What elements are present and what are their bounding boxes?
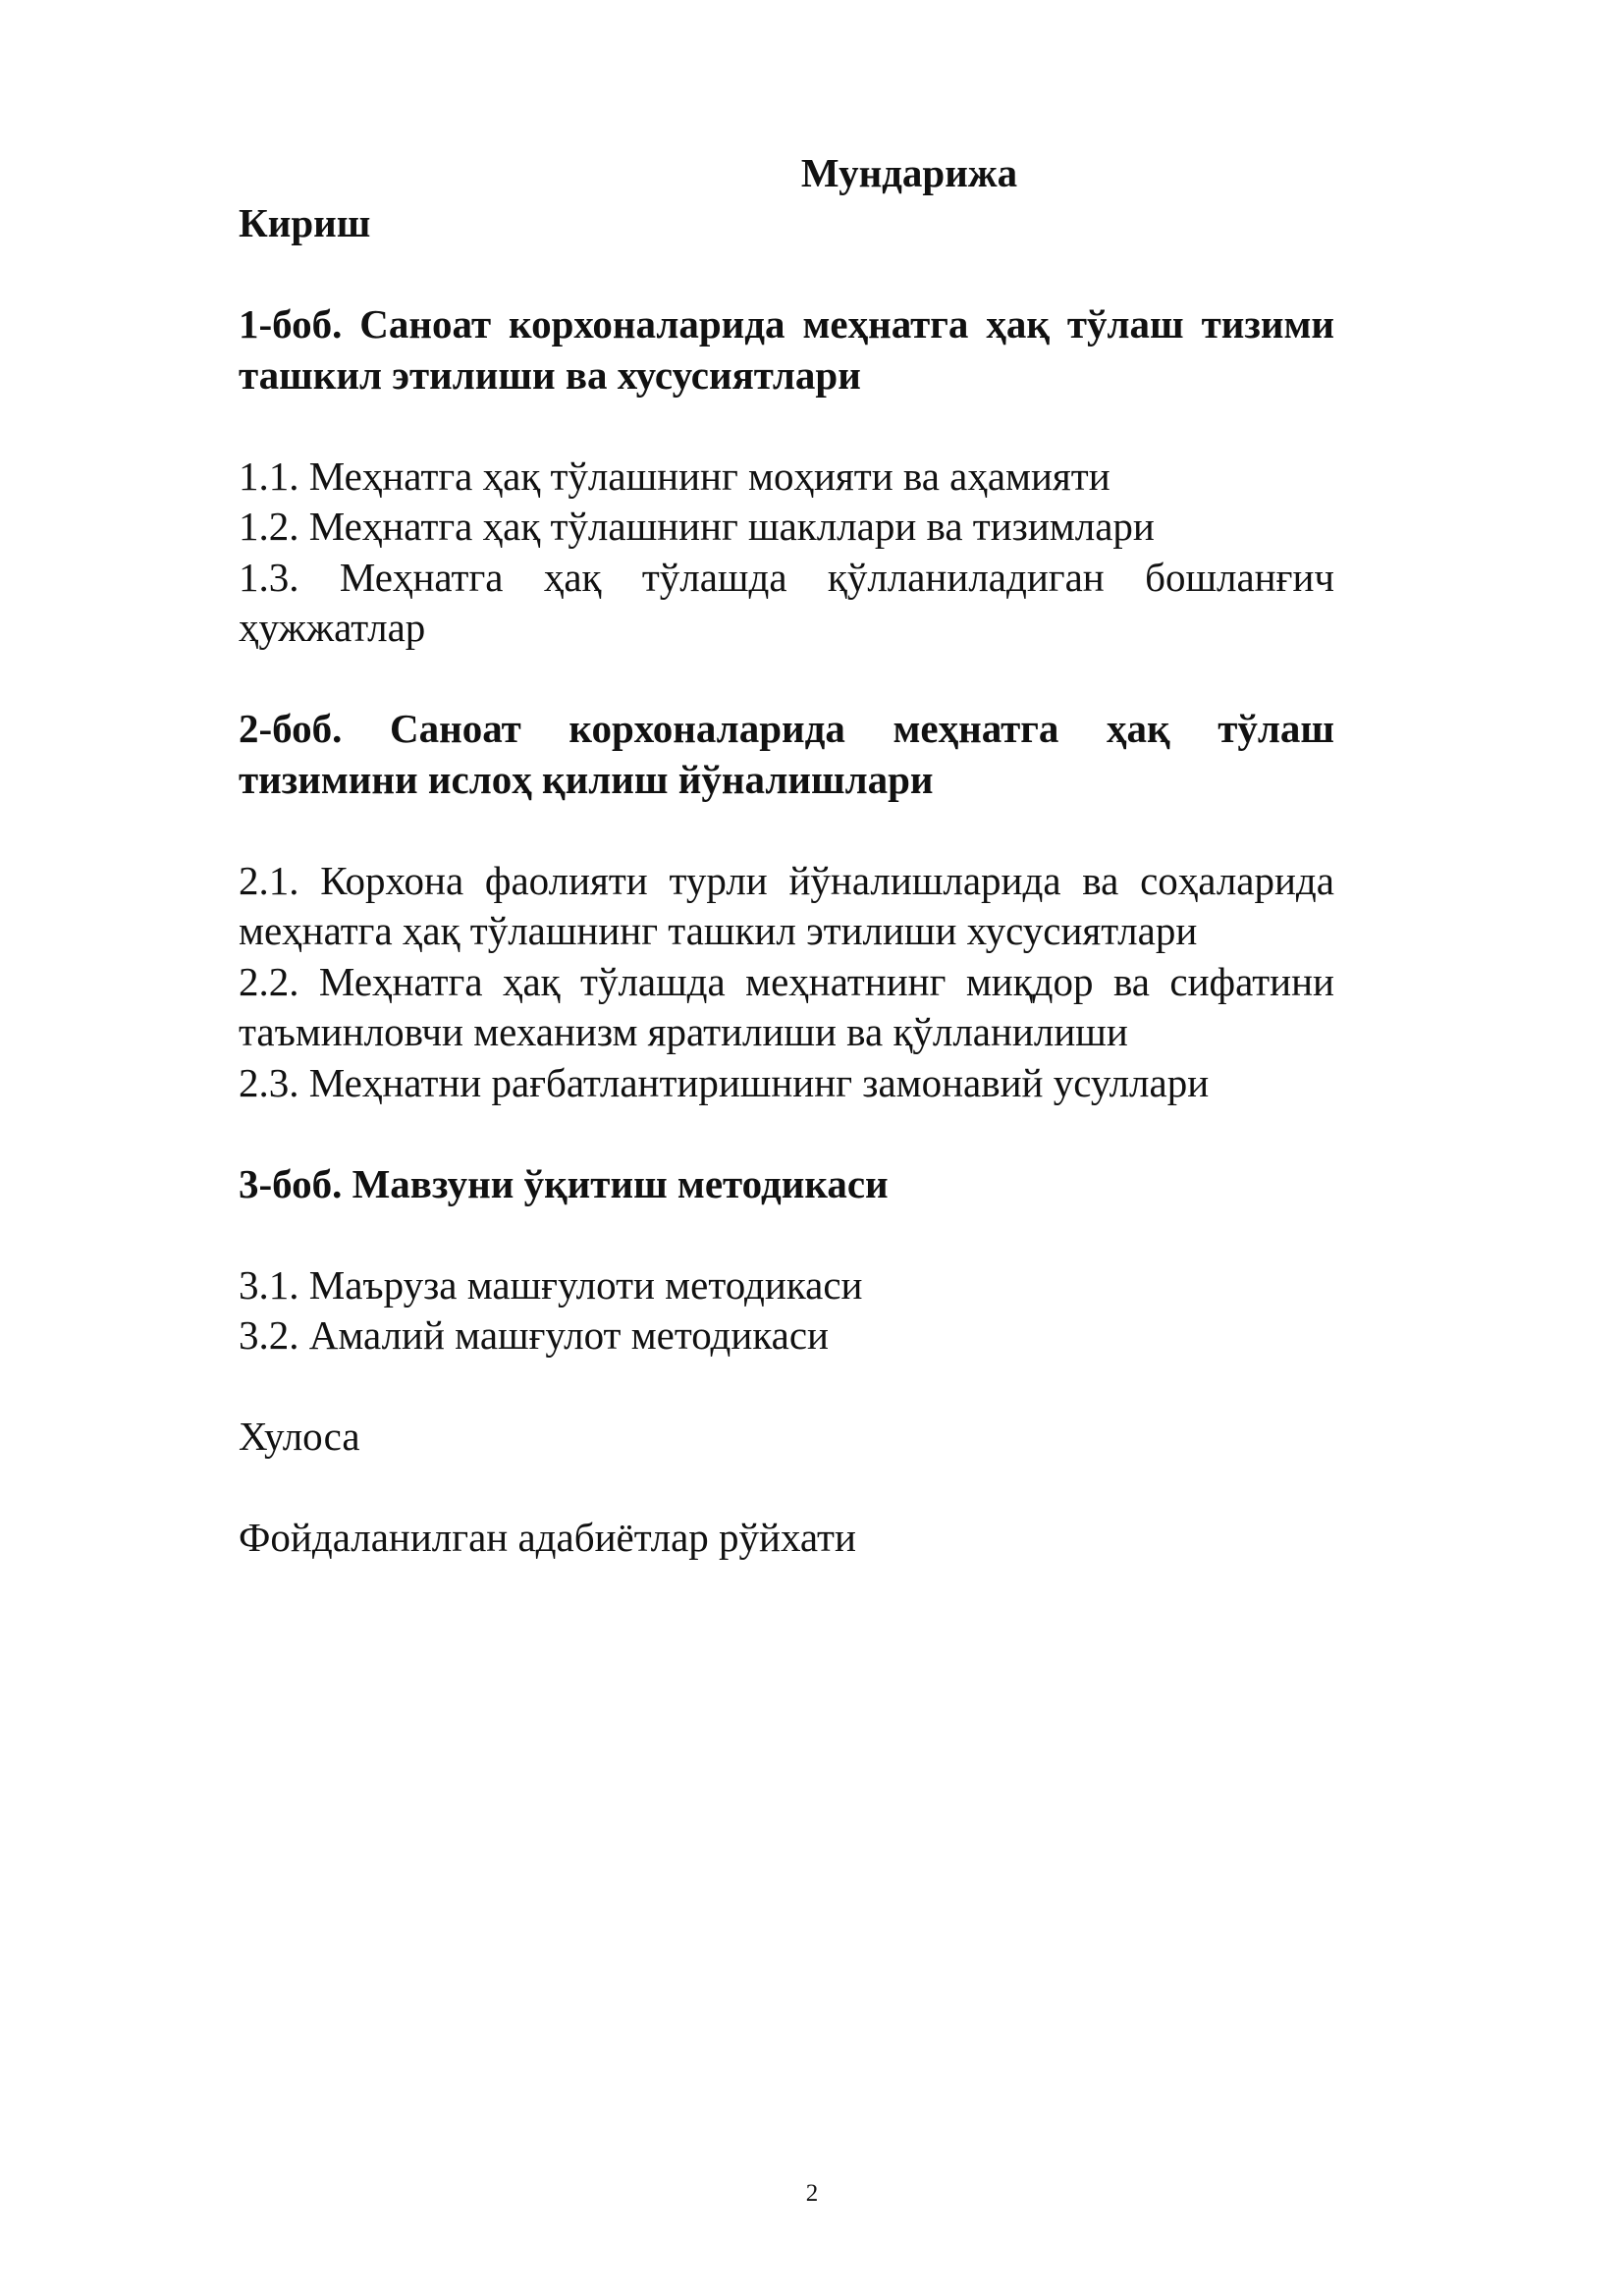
- toc-chapter-heading: 2-боб. Саноат корхоналарида меҳнатга ҳақ тўлаш тизимини ислоҳ қилиш йўналишлари: [239, 706, 1334, 802]
- toc-spacer: [239, 249, 1334, 300]
- toc-spacer: [239, 1108, 1334, 1159]
- toc-chapter-heading: 1-боб. Саноат корхоналарида меҳнатга ҳақ тўлаш тизими ташкил этилиши ва хусусиятлари: [239, 301, 1334, 398]
- toc-spacer: [239, 1209, 1334, 1260]
- toc-entry: 1.2. Меҳнатга ҳақ тўлашнинг шакллари ва тизимлари: [239, 504, 1155, 549]
- toc-entry: Хулоса: [239, 1414, 360, 1459]
- toc-entry: Фойдаланилган адабиётлар рўйхати: [239, 1515, 856, 1560]
- toc-chapter-heading: Кириш: [239, 200, 371, 245]
- toc-spacer: [239, 654, 1334, 705]
- toc-spacer: [239, 400, 1334, 452]
- toc-entry: 2.2. Меҳнатга ҳақ тўлашда меҳнатнинг миқдор ва сифатини таъминловчи механизм яратилиши ва қўлланилиши: [239, 958, 1334, 1054]
- toc-entry: 1.1. Меҳнатга ҳақ тўлашнинг моҳияти ва аҳамияти: [239, 453, 1110, 499]
- table-of-contents: [239, 147, 1334, 1564]
- toc-entry: 2.1. Корхона фаолияти турли йўналишларида ва соҳаларида меҳнатга ҳақ тўлашнинг ташкил этилиши хусусиятлари: [239, 857, 1334, 953]
- toc-entries: [239, 198, 1334, 1564]
- toc-entry: 3.2. Амалий машғулот методикаси: [239, 1312, 829, 1358]
- page-number: 2: [805, 2180, 819, 2207]
- toc-spacer: [239, 805, 1334, 856]
- toc-entry: 1.3. Меҳнатга ҳақ тўлашда қўлланиладиган бошланғич ҳужжатлар: [239, 554, 1334, 650]
- toc-title: Мундарижа: [800, 150, 1018, 195]
- toc-chapter-heading: 3-боб. Мавзуни ўқитиш методикаси: [239, 1160, 889, 1206]
- toc-entry: 3.1. Маъруза машғулоти методикаси: [239, 1261, 863, 1308]
- toc-spacer: [239, 1362, 1334, 1413]
- toc-spacer: [239, 1463, 1334, 1514]
- toc-entry: 2.3. Меҳнатни рағбатлантиришнинг замонавий усуллари: [239, 1059, 1210, 1105]
